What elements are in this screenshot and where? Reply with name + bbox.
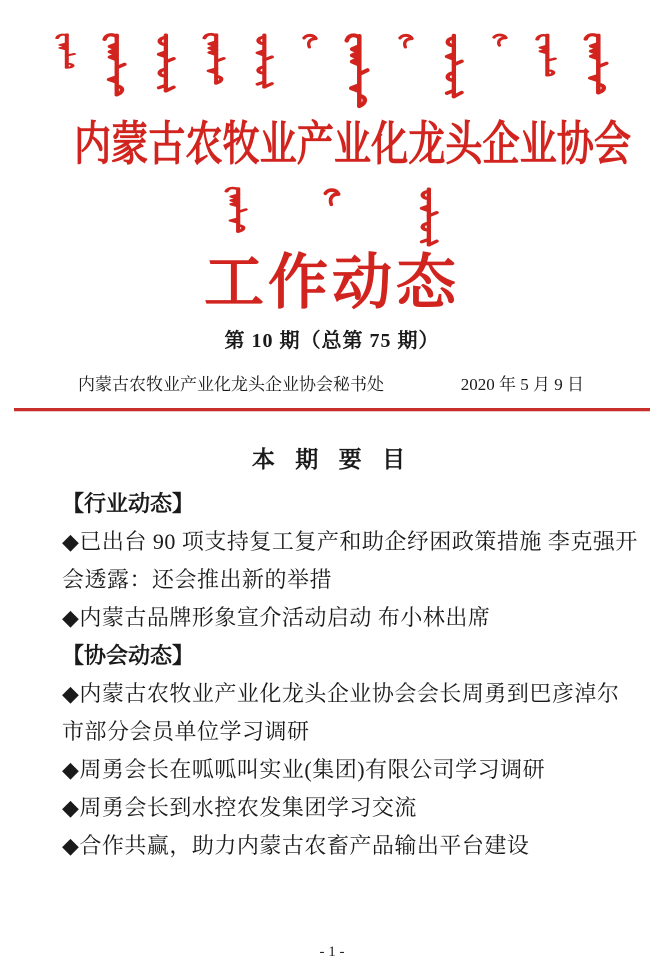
mongolian-script-word-icon (321, 186, 343, 208)
mongolian-script-word-icon (102, 32, 128, 98)
mongolian-script-word-icon (344, 32, 371, 110)
toc-line: ◆内蒙古品牌形象宣介活动启动 布小林出席 (62, 605, 491, 630)
mongolian-script-word-icon (415, 186, 441, 248)
mongolian-script-word-icon (251, 32, 276, 90)
mongolian-script-subtitle-row (0, 186, 664, 250)
bulletin-title: 工作动态 (204, 250, 460, 316)
toc-line: ◆周勇会长到水控农发集团学习交流 (62, 795, 417, 820)
toc-line: 会透露：还会推出新的举措 (62, 567, 333, 592)
toc-line: ◆内蒙古农牧业产业化龙头企业协会会长周勇到巴彦淖尔 (62, 681, 620, 706)
mongolian-script-word-icon (534, 32, 559, 78)
toc (0, 485, 664, 865)
toc-line: ◆周勇会长在呱呱叫实业(集团)有限公司学习调研 (62, 757, 546, 782)
mongolian-script-word-icon (224, 186, 249, 234)
mongolian-script-word-icon (396, 32, 416, 50)
section-label-association: 【协会动态】 (62, 643, 195, 668)
toc-heading: 本 期 要 目 (251, 446, 413, 472)
publisher: 内蒙古农牧业产业化龙头企业协会秘书处 (78, 375, 384, 394)
org-title-text: 内蒙古农牧业产业化龙头企业协会 (74, 119, 631, 171)
mongolian-script-word-icon (54, 32, 78, 70)
mongolian-script-word-icon (440, 32, 466, 100)
toc-line: ◆已出台 90 项支持复工复产和助企纾困政策措施 李克强开 (62, 529, 638, 554)
mongolian-script-header-row (54, 32, 610, 114)
mongolian-script-word-icon (202, 32, 227, 86)
publish-date: 2020 年 5 月 9 日 (460, 375, 584, 394)
publisher-row (0, 374, 664, 396)
page-number: - 1 - (319, 944, 345, 960)
org-title (0, 116, 664, 174)
toc-line: 市部分会员单位学习调研 (62, 719, 310, 744)
red-divider (14, 408, 650, 412)
issue-line: 第 10 期（总第 75 期） (224, 330, 440, 352)
section-label-industry: 【行业动态】 (62, 491, 195, 516)
mongolian-script-word-icon (152, 32, 178, 94)
toc-line: ◆合作共赢，助力内蒙古农畜产品输出平台建设 (62, 833, 530, 858)
mongolian-script-word-icon (300, 32, 320, 50)
mongolian-script-word-icon (583, 32, 610, 96)
mongolian-script-word-icon (490, 32, 510, 48)
